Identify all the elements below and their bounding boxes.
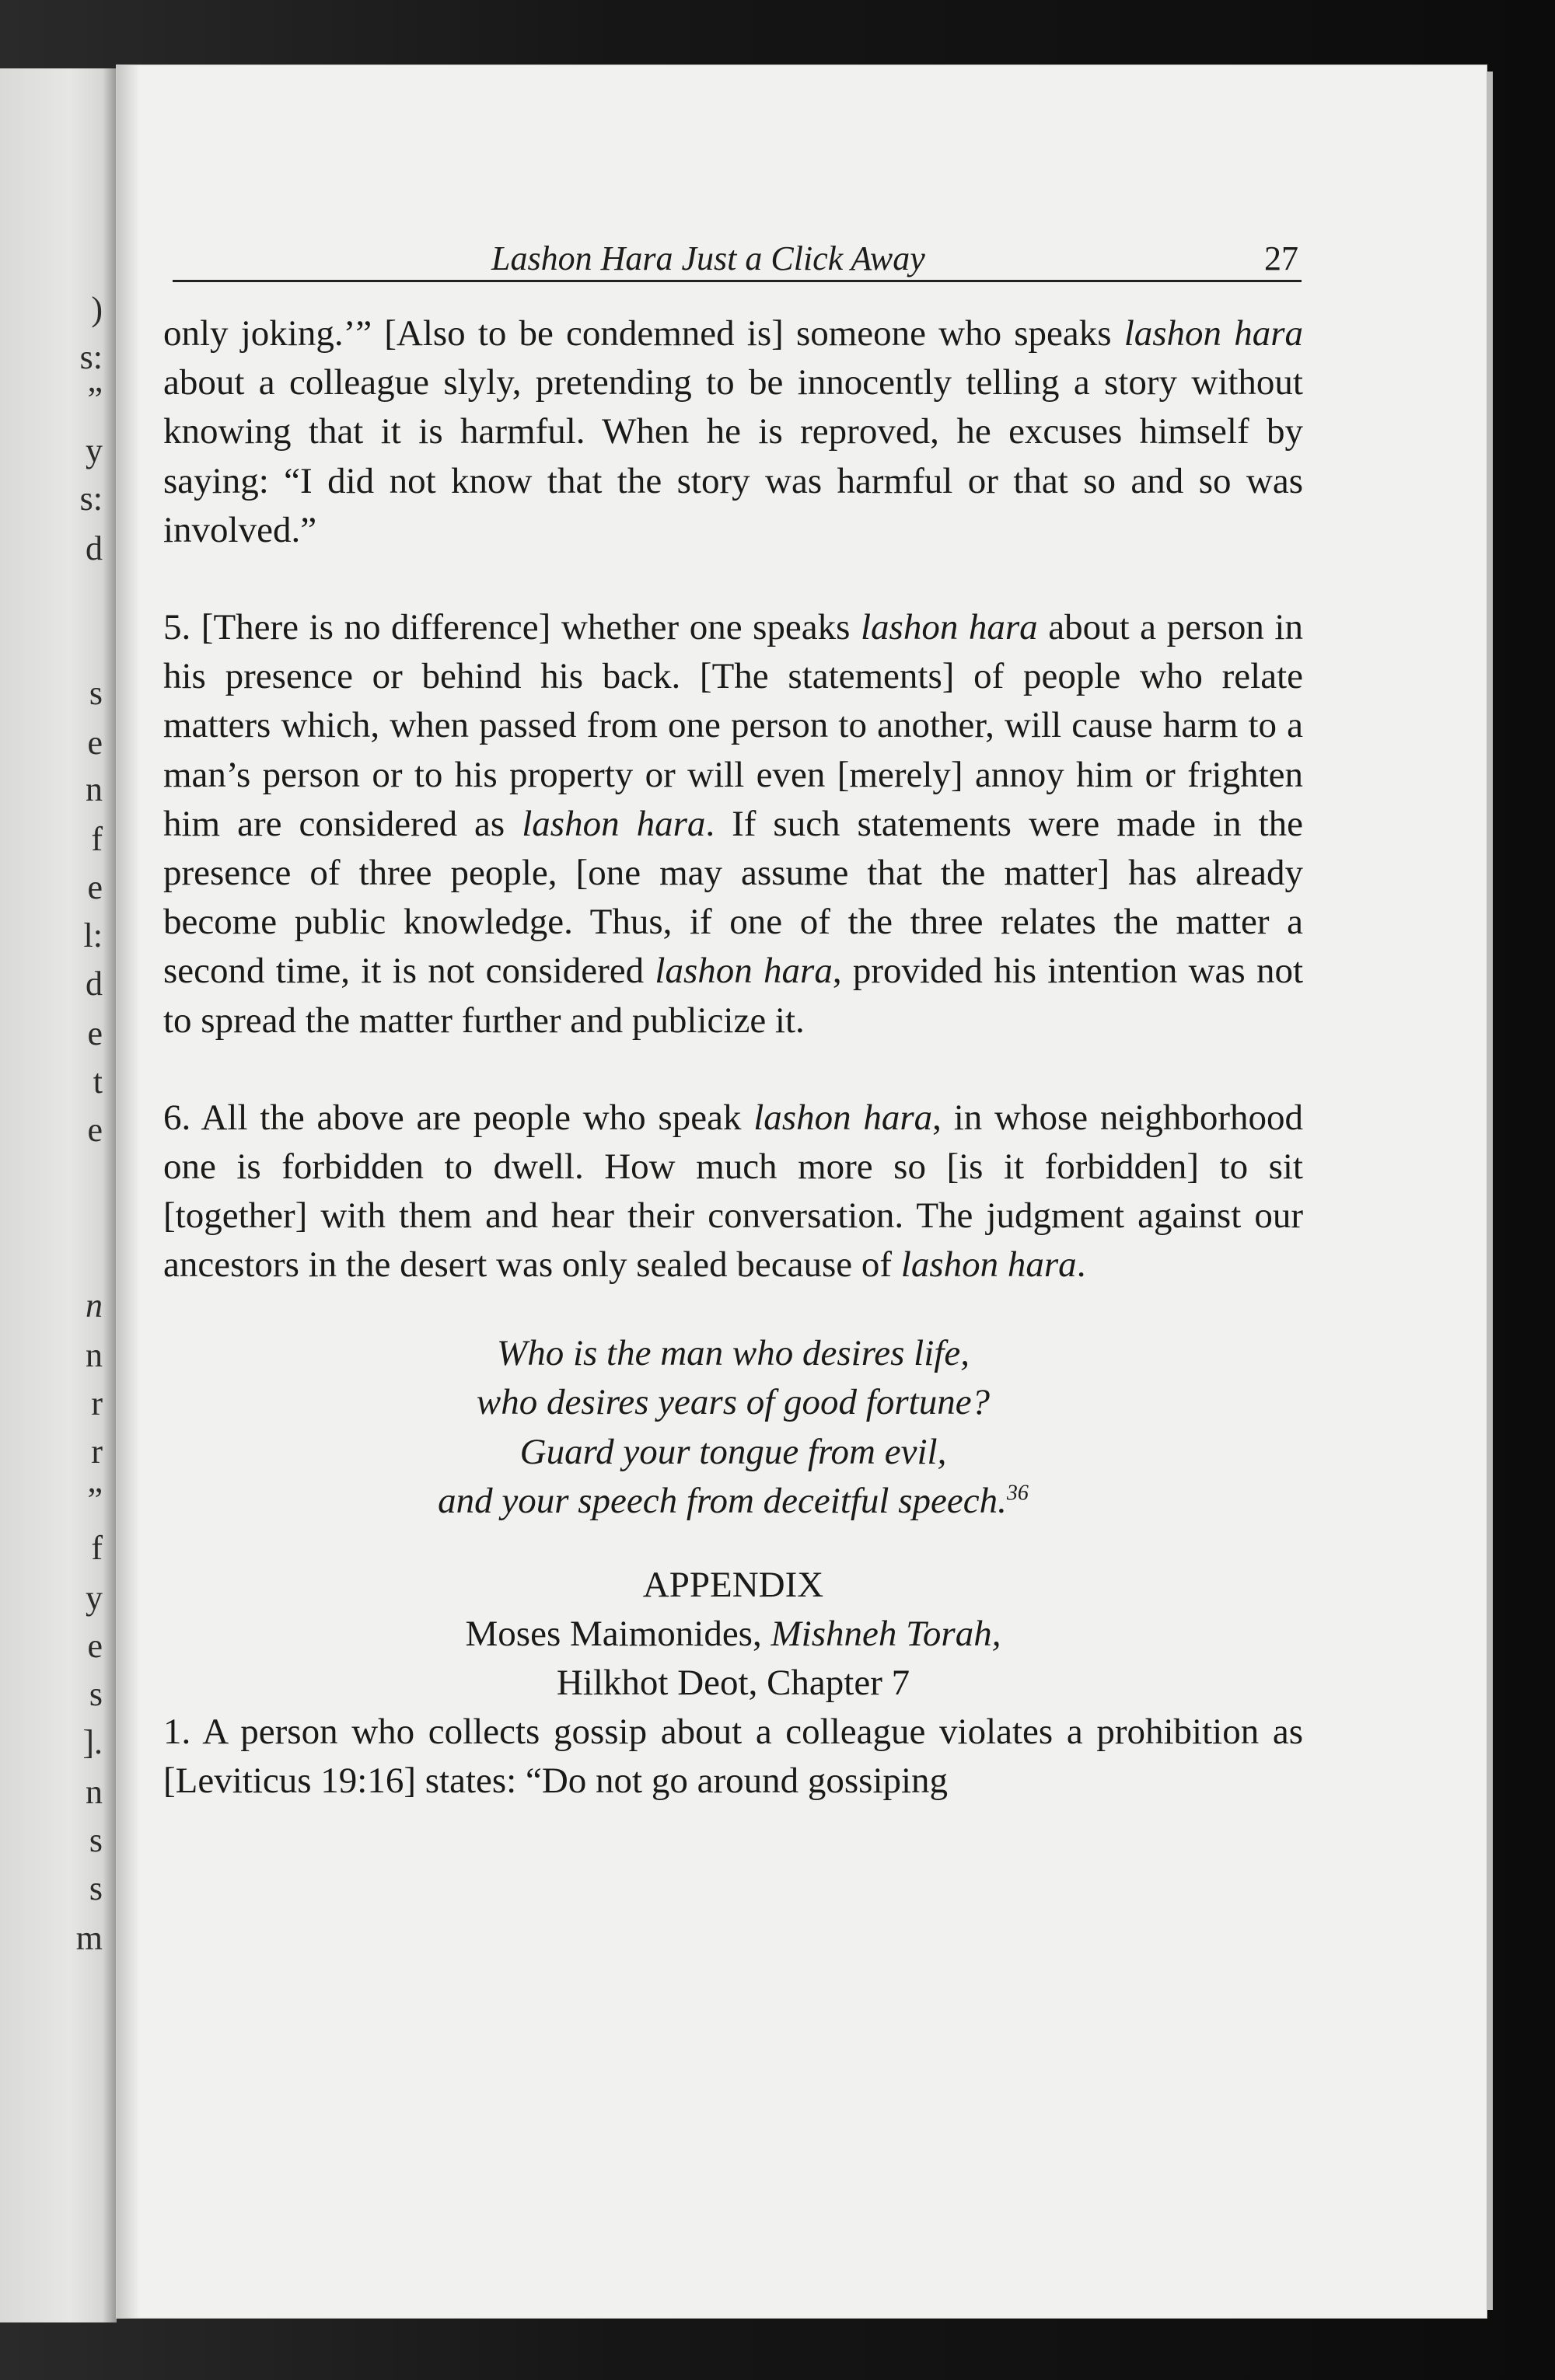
left-fragment: e	[87, 868, 103, 906]
left-fragment: ”	[87, 1481, 103, 1519]
left-fragment: d	[86, 529, 103, 567]
text-run: .	[1076, 1244, 1086, 1286]
text-run: about a colleague slyly, pretending to be innocently telling a story without knowing that it is harmful. When he is reproved, he excuses himself by saying: “I did not know that the story was harmful or that so and so was involved.”	[163, 362, 1303, 550]
left-fragment: s	[89, 674, 103, 712]
left-fragment: s:	[79, 338, 103, 376]
appendix-heading: APPENDIX	[642, 1564, 824, 1605]
italic-term: lashon hara	[860, 607, 1038, 648]
left-fragment: d	[86, 965, 103, 1003]
left-fragment: m	[75, 1919, 103, 1957]
paragraph-6	[163, 1094, 1303, 1290]
appendix-chapter: Hilkhot Deot, Chapter 7	[556, 1662, 910, 1703]
appendix-heading-block	[163, 1561, 1303, 1708]
left-fragment: s:	[79, 480, 103, 518]
verse-line	[163, 1477, 1303, 1527]
left-fragment: y	[86, 431, 103, 469]
paragraph-continuation	[163, 309, 1303, 555]
left-fragment: s	[89, 1821, 103, 1859]
appendix-author: Moses Maimonides,	[465, 1613, 771, 1654]
left-fragment: s	[89, 1675, 103, 1713]
text-run: , provided his intention was not to spread the matter further and publicize it.	[163, 951, 1304, 1041]
appendix-source	[163, 1610, 1303, 1659]
left-fragment: n	[86, 1773, 103, 1811]
appendix-work: Mishneh Torah,	[771, 1613, 1001, 1654]
previous-page-edge	[0, 68, 117, 2322]
italic-term: lashon hara	[655, 951, 833, 992]
left-fragment: e	[87, 1627, 103, 1665]
left-fragment: t	[93, 1063, 103, 1101]
appendix-paragraph-1: 1. A person who collects gossip about a colleague violates a prohibition as [Leviticus 19:16] states: “Do not go around gossiping	[163, 1711, 1303, 1801]
text-run: , in whose neighborhood one is forbidden to dwell. How much more so [is it forbidden] to sit [together] with them and hear their conversation. The judgment against our ancestors in the desert was only sealed because of	[163, 1097, 1303, 1286]
text-run: 6. All the above are people who speak	[163, 1097, 754, 1138]
left-fragment: s	[89, 1869, 103, 1907]
text-run: only joking.’” [Also to be condemned is] someone who speaks	[163, 313, 1124, 354]
left-fragment: f	[91, 1529, 103, 1567]
left-fragment: f	[91, 820, 103, 858]
page-stack-edge	[1487, 72, 1493, 2310]
left-fragment: r	[91, 1433, 103, 1471]
left-fragment: e	[87, 1111, 103, 1149]
left-fragment: l:	[83, 916, 103, 954]
left-fragment: n	[86, 1286, 103, 1324]
verse-quote	[163, 1329, 1303, 1527]
page-number: 27	[1264, 239, 1298, 277]
verse-line-text: and your speech from deceitful speech.	[438, 1481, 1007, 1522]
left-fragment: n	[86, 770, 103, 808]
left-fragment: )	[91, 290, 103, 328]
italic-term: lashon hara	[1123, 313, 1303, 354]
page-gutter-shadow	[117, 65, 140, 2318]
verse-line: Guard your tongue from evil,	[519, 1431, 947, 1472]
verse-line: who desires years of good fortune?	[476, 1382, 991, 1423]
footnote-marker: 36	[1006, 1481, 1029, 1506]
text-run: about a person in his presence or behind his back. [The statements] of people who relate matters which, when passed from one person to another, will cause harm to a man’s person or to his property or will even [merely] annoy him or frighten him are considered as	[163, 607, 1303, 844]
body-text	[163, 309, 1303, 1806]
paragraph-5	[163, 603, 1303, 1045]
left-fragment: ].	[82, 1723, 103, 1761]
italic-term: lashon hara	[900, 1244, 1077, 1286]
left-fragment: e	[87, 724, 103, 762]
italic-term: lashon hara	[753, 1097, 933, 1138]
text-run: . If such statements were made in the presence of three people, [one may assume that the matter] has already become public knowledge. Thus, if one of the three relates the matter a second time, it is not considered	[163, 803, 1304, 992]
left-fragment: y	[86, 1579, 103, 1617]
left-fragment: n	[86, 1336, 103, 1374]
italic-term: lashon hara	[522, 803, 706, 844]
left-fragment: ”	[87, 380, 103, 418]
text-run: 5. [There is no difference] whether one speaks	[163, 607, 861, 648]
left-fragment: e	[87, 1014, 103, 1052]
running-title: Lashon Hara Just a Click Away	[491, 239, 925, 277]
left-fragment: r	[91, 1384, 103, 1422]
spine-shadow	[103, 68, 117, 2322]
running-header	[173, 162, 1302, 282]
verse-line: Who is the man who desires life,	[497, 1332, 970, 1373]
